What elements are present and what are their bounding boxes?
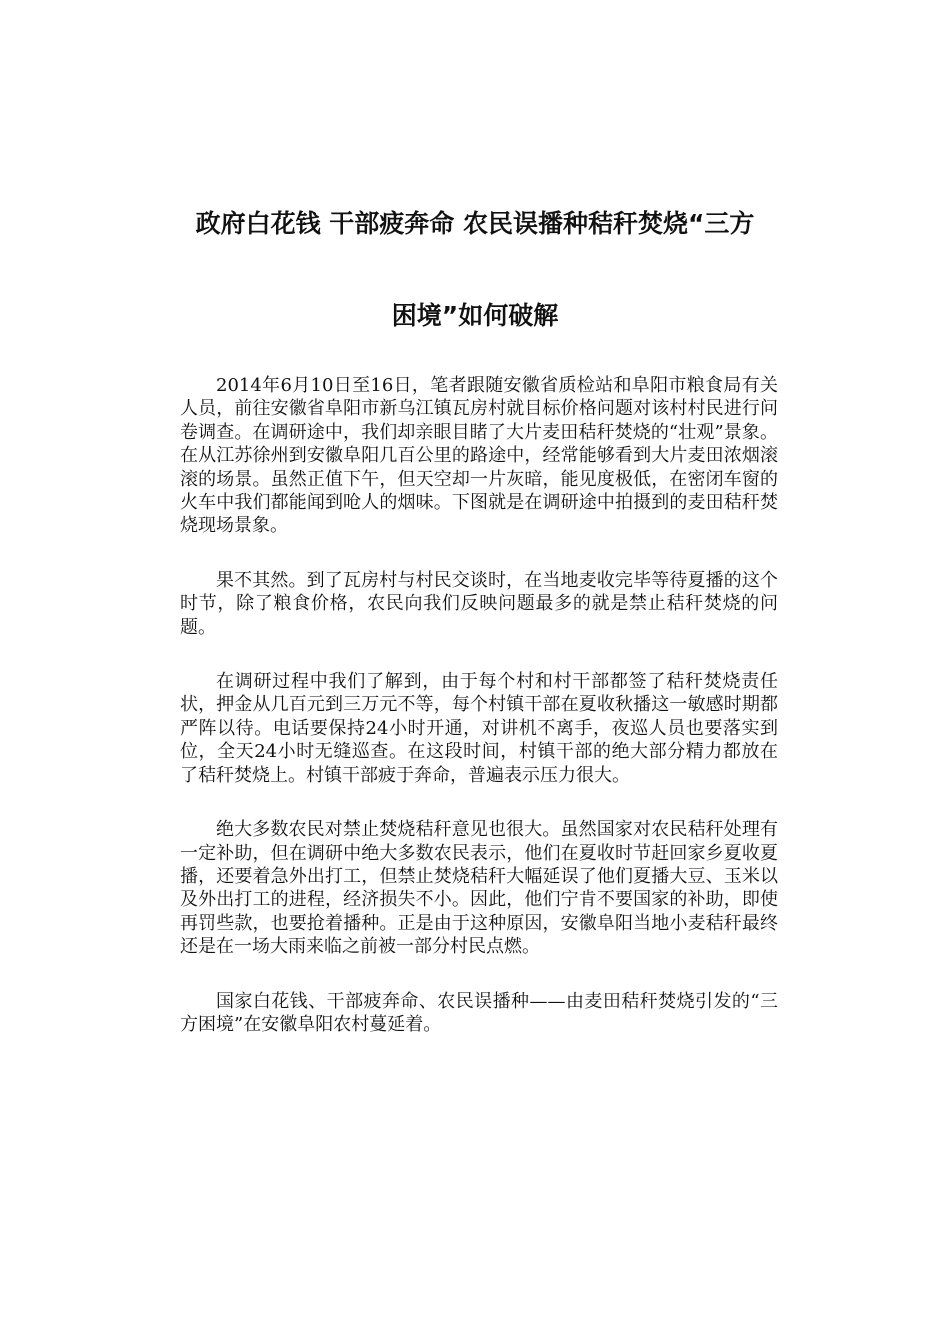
- article-body: [180, 374, 778, 1067]
- paragraph-5: 国家白花钱、干部疲奔命、农民误播种——由麦田秸秆焚烧引发的“三方困境”在安徽阜阳农村蔓延着。: [180, 990, 778, 1035]
- paragraph-4: 绝大多数农民对禁止焚烧秸秆意见也很大。虽然国家对农民秸秆处理有一定补助，但在调研中绝大多数农民表示，他们在夏收时节赶回家乡夏收夏播，还要着急外出打工，但禁止焚烧秸秆大幅延误了他们夏播大豆、玉米以及外出打工的进程，经济损失不小。因此，他们宁肯不要国家的补助，即使再罚些款，也要抢着播种。正是由于这种原因，安徽阜阳当地小麦秸秆最终还是在一场大雨来临之前被一部分村民点燃。: [180, 819, 778, 958]
- paragraph-3: 在调研过程中我们了解到，由于每个村和村干部都签了秸秆焚烧责任状，押金从几百元到三万元不等，每个村镇干部在夏收秋播这一敏感时期都严阵以待。电话要保持24小时开通，对讲机不离手，夜巡人员也要落实到位，全天24小时无缝巡查。在这段时间，村镇干部的绝大部分精力都放在了秸秆焚烧上。村镇干部疲于奔命，普遍表示压力很大。: [180, 671, 778, 786]
- article-title-line-2: 困境”如何破解: [391, 301, 559, 330]
- paragraph-1: 2014年6月10日至16日，笔者跟随安徽省质检站和阜阳市粮食局有关人员，前往安徽省阜阳市新乌江镇瓦房村就目标价格问题对该村村民进行问卷调查。在调研途中，我们却亲眼目睹了大片麦田秸秆焚烧的“壮观”景象。在从江苏徐州到安徽阜阳几百公里的路途中，经常能够看到大片麦田浓烟滚滚的场景。虽然正值下午，但天空却一片灰暗，能见度极低，在密闭车窗的火车中我们都能闻到呛人的烟味。下图就是在调研途中拍摄到的麦田秸秆焚烧现场景象。: [180, 375, 778, 537]
- paragraph-2: 果不其然。到了瓦房村与村民交谈时，在当地麦收完毕等待夏播的这个时节，除了粮食价格，农民向我们反映问题最多的就是禁止秸秆焚烧的问题。: [180, 569, 778, 638]
- article-title-line-1: 政府白花钱 干部疲奔命 农民误播种秸秆焚烧“三方: [195, 209, 755, 238]
